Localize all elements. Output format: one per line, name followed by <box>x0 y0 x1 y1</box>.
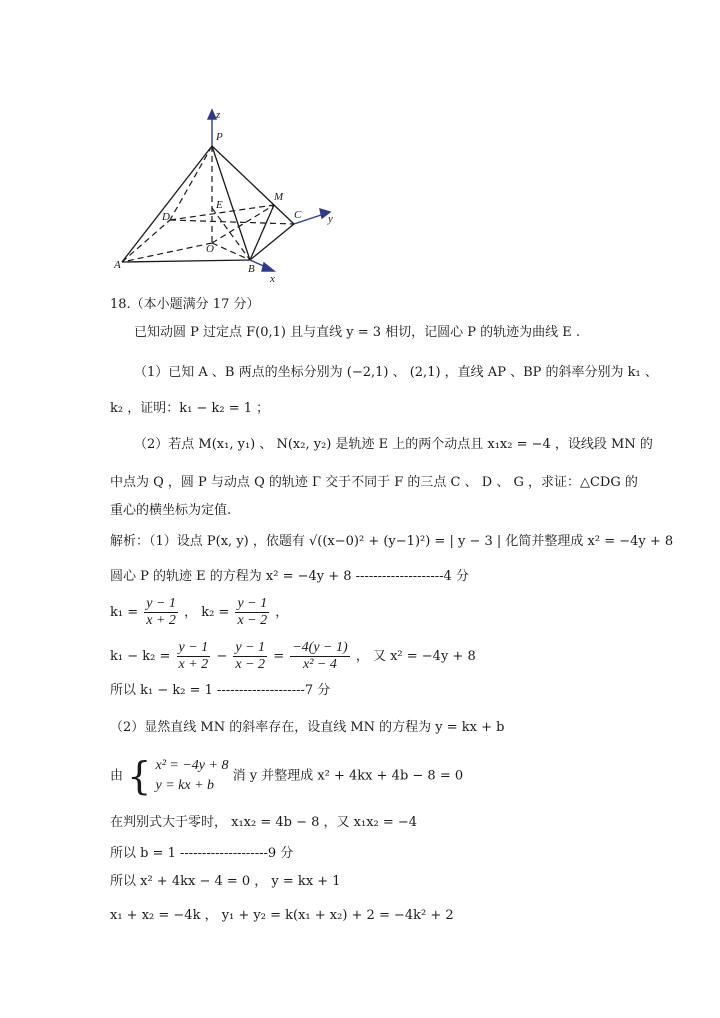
label-A: A <box>114 259 121 271</box>
k2-label: ， k₂ = <box>184 605 230 620</box>
problem-intro: 已知动圆 P 过定点 F(0,1) 且与直线 y = 3 相切，记圆心 P 的轨迹为曲线 E . <box>134 325 581 340</box>
solution-system: 由 { x² = −4y + 8 y = kx + b 消 y 并整理成 x² + 4kx + 4b − 8 = 0 <box>110 754 464 798</box>
edge-EB <box>212 208 250 260</box>
edge-AB <box>122 260 250 262</box>
label-y: y <box>328 213 333 225</box>
k2-fraction: $\frac{y - 1}{x - 2}$ <box>237 596 268 628</box>
k1-label: k₁ = <box>110 605 139 620</box>
pyramid-figure <box>110 108 350 288</box>
diff-fraction-2: $\frac{y - 1}{x - 2}$ <box>235 640 266 672</box>
solution-step11: x₁ + x₂ = −4k ， y₁ + y₂ = k(x₁ + x₂) + 2 = −4k² + 2 <box>110 908 454 923</box>
k1-fraction: $\frac{y - 1}{x + 2}$ <box>146 596 176 628</box>
edge-OA <box>122 243 212 262</box>
left-brace: { <box>127 754 152 798</box>
solution-difference: k₁ − k₂ = $\frac{y - 1}{x + 2}$ − $\frac{y - 1}{x - 2}$ = $\frac{-4(y - 1)}{\text{x² − 4}}$ ， 又 x² = −4y + 8 <box>110 640 476 672</box>
label-D: D <box>162 211 170 223</box>
edge-PA <box>122 146 212 262</box>
solution-step9: 所以 b = 1 --------------------9 分 <box>110 846 294 861</box>
solution-step1: 解析：（1）设点 P(x, y) ，依题有 √((x−0)² + (y−1)²) = | y − 3 | 化简并整理成 x² = −4y + 8 <box>110 534 674 549</box>
edge-BC <box>250 224 294 260</box>
problem-header: 18.（本小题满分 17 分） <box>110 297 260 312</box>
edge-PD <box>170 146 212 220</box>
edge-BM <box>250 205 274 260</box>
z-axis-arrow-icon <box>208 110 216 119</box>
label-E: E <box>216 199 223 211</box>
problem-part1-line1: （1）已知 A 、B 两点的坐标分别为 (−2,1) 、 (2,1) ，直线 AP 、BP 的斜率分别为 k₁ 、 <box>134 365 658 380</box>
solution-step10: 所以 x² + 4kx − 4 = 0 ， y = kx + 1 <box>110 874 341 889</box>
solution-step8: 在判别式大于零时， x₁x₂ = 4b − 8 ，又 x₁x₂ = −4 <box>110 815 418 830</box>
label-P: P <box>216 131 223 143</box>
problem-part1-line2: k₂ ，证明：k₁ − k₂ = 1 ； <box>110 401 270 416</box>
x-axis-arrow-icon <box>262 263 274 271</box>
solution-slopes: k₁ = $\frac{y - 1}{x + 2}$ ， k₂ = $\frac{y - 1}{x - 2}$ ， <box>110 596 289 628</box>
label-x: x <box>270 273 275 285</box>
edge-AD <box>122 220 170 262</box>
solution-step2: 圆心 P 的轨迹 E 的方程为 x² = −4y + 8 --------------------4 分 <box>110 569 469 584</box>
solution-step5: 所以 k₁ − k₂ = 1 --------------------7 分 <box>110 683 331 698</box>
problem-part2-line1: （2）若点 M(x₁, y₁) 、 N(x₂, y₂) 是轨迹 E 上的两个动点且 x₁x₂ = −4 ，设线段 MN 的 <box>134 437 653 452</box>
label-O: O <box>206 243 214 255</box>
diff-fraction-1: $\frac{y - 1}{x + 2}$ <box>178 640 209 672</box>
label-C: C <box>294 209 302 221</box>
label-B: B <box>248 263 255 275</box>
problem-part2-line2: 中点为 Q ，圆 P 与动点 Q 的轨迹 Γ 交于不同于 F 的三点 C 、 D 、 G ，求证：△CDG 的 <box>110 475 638 490</box>
problem-part2-line3: 重心的横坐标为定值. <box>110 503 232 518</box>
equation-system: x² = −4y + 8 y = kx + b <box>155 758 229 793</box>
diff-fraction-3: $\frac{-4(y - 1)}{\text{x² − 4}}$ <box>292 640 348 672</box>
label-M: M <box>274 191 284 203</box>
edge-DC <box>170 220 294 224</box>
label-z: z <box>216 109 221 121</box>
solution-step6: （2）显然直线 MN 的斜率存在，设直线 MN 的方程为 y = kx + b <box>110 720 505 735</box>
